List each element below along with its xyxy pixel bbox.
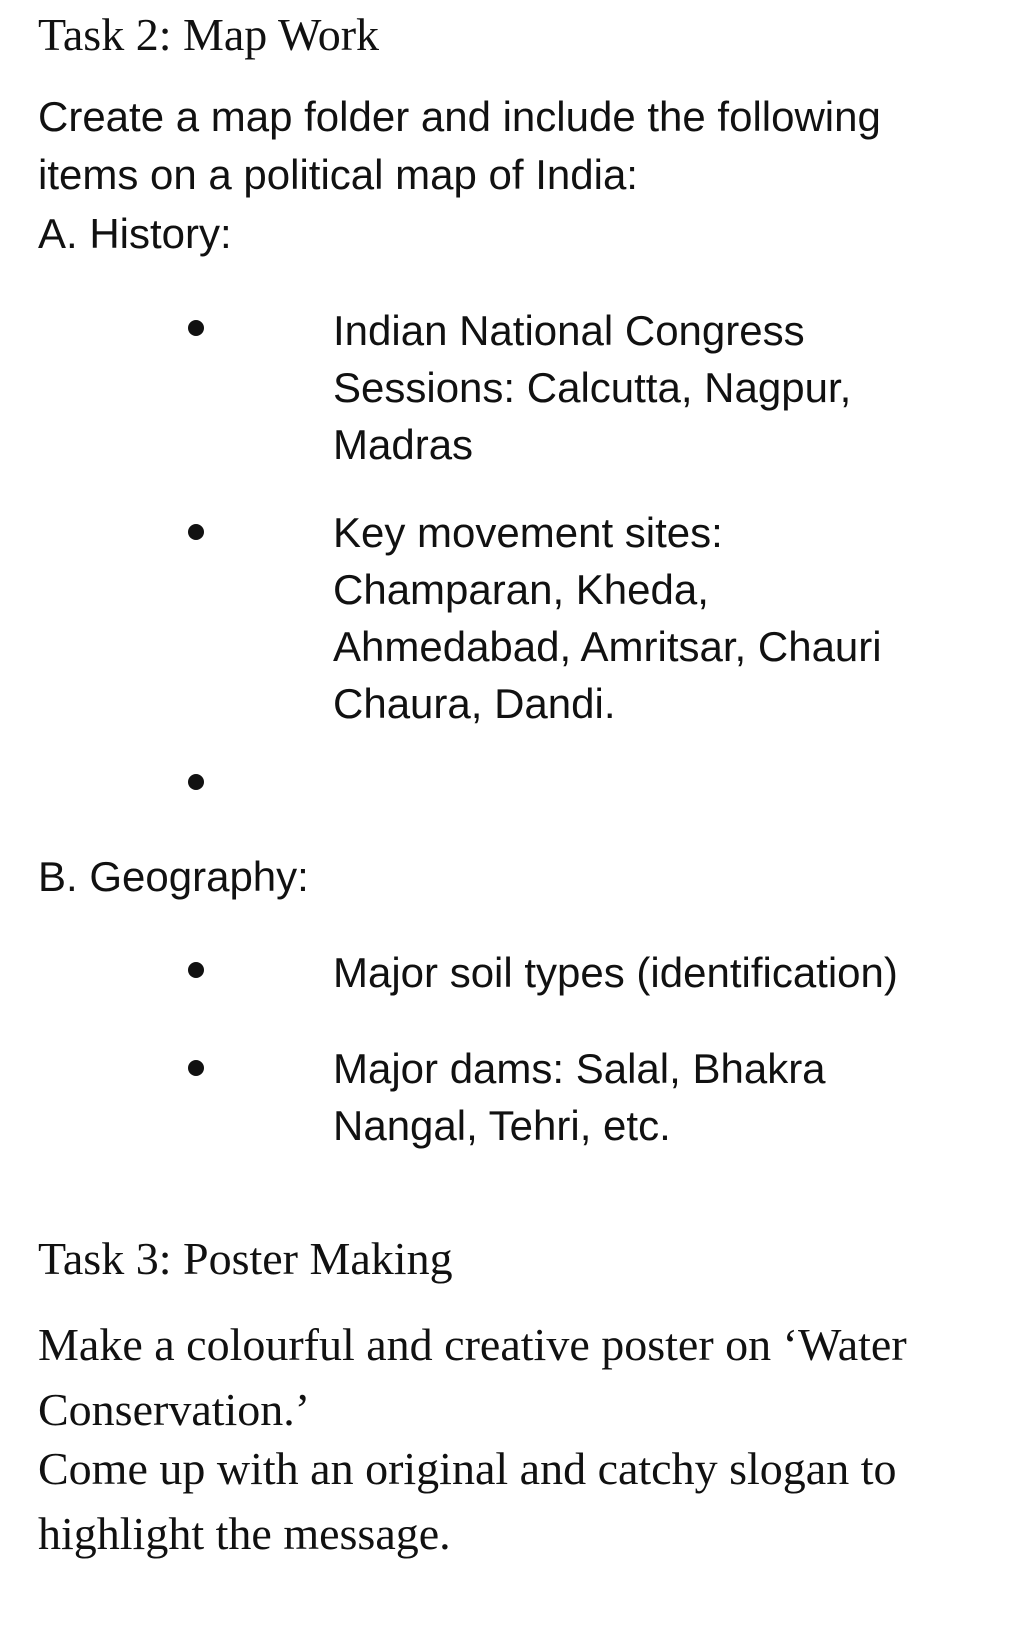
bullet-icon (188, 774, 204, 790)
task3-heading: Task 3: Poster Making (38, 1233, 453, 1284)
bullet-icon (188, 962, 204, 978)
history-item-congress-sessions: Indian National Congress Sessions: Calcutta, Nagpur, Madras (333, 307, 852, 468)
bullet-icon (188, 524, 204, 540)
task3-paragraph-slogan: Come up with an original and catchy slogan to highlight the message. (38, 1443, 897, 1559)
bullet-icon (188, 320, 204, 336)
task2-intro: Create a map folder and include the following items on a political map of India: (38, 93, 881, 198)
history-item-movement-sites: Key movement sites: Champaran, Kheda, Ahmedabad, Amritsar, Chauri Chaura, Dandi. (333, 509, 882, 727)
task3-paragraph-poster: Make a colourful and creative poster on ‘Water Conservation.’ (38, 1319, 907, 1435)
geography-label: B. Geography: (38, 853, 309, 900)
geography-item-dams: Major dams: Salal, Bhakra Nangal, Tehri, etc. (333, 1045, 826, 1149)
bullet-icon (188, 1060, 204, 1076)
history-label: A. History: (38, 210, 232, 257)
task2-heading: Task 2: Map Work (38, 9, 380, 60)
geography-item-soil-types: Major soil types (identification) (333, 949, 898, 996)
